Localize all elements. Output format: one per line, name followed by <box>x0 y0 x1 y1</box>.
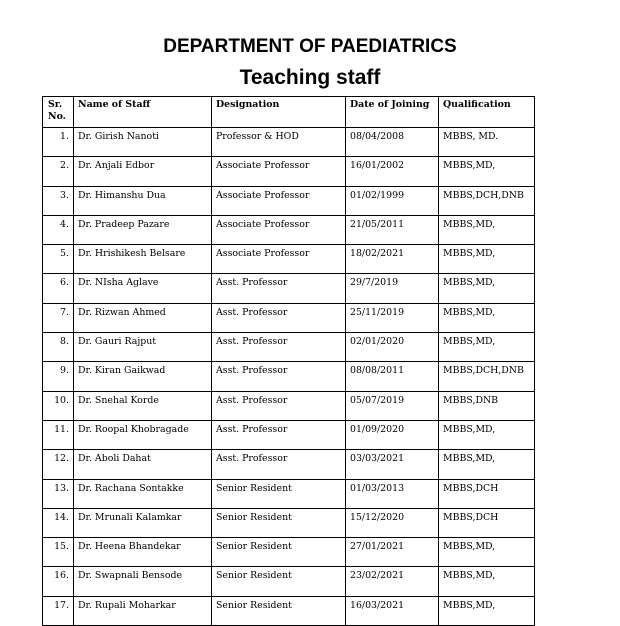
cell-staff-name: Dr. Himanshu Dua <box>74 186 212 215</box>
cell-date-of-joining: 16/01/2002 <box>346 157 439 186</box>
cell-designation: Senior Resident <box>212 479 346 508</box>
cell-sr-no: 3. <box>43 186 74 215</box>
cell-staff-name: Dr. Kiran Gaikwad <box>74 362 212 391</box>
cell-qualification: MBBS,MD, <box>439 420 535 449</box>
cell-staff-name: Dr. Pradeep Pazare <box>74 215 212 244</box>
cell-sr-no: 5. <box>43 245 74 274</box>
cell-sr-no: 16. <box>43 567 74 596</box>
cell-designation: Asst. Professor <box>212 362 346 391</box>
cell-qualification: MBBS,DCH <box>439 508 535 537</box>
cell-staff-name: Dr. Gauri Rajput <box>74 333 212 362</box>
cell-designation: Asst. Professor <box>212 450 346 479</box>
table-row <box>43 508 535 537</box>
table-row <box>43 157 535 186</box>
cell-sr-no: 10. <box>43 391 74 420</box>
cell-date-of-joining: 03/03/2021 <box>346 450 439 479</box>
table-row <box>43 245 535 274</box>
header-sr-line1: Sr. <box>48 99 63 110</box>
cell-qualification: MBBS,DNB <box>439 391 535 420</box>
cell-sr-no: 13. <box>43 479 74 508</box>
cell-date-of-joining: 08/04/2008 <box>346 128 439 157</box>
cell-date-of-joining: 08/08/2011 <box>346 362 439 391</box>
cell-designation: Senior Resident <box>212 538 346 567</box>
cell-designation: Associate Professor <box>212 215 346 244</box>
cell-date-of-joining: 18/02/2021 <box>346 245 439 274</box>
cell-sr-no: 6. <box>43 274 74 303</box>
cell-staff-name: Dr. Girish Nanoti <box>74 128 212 157</box>
cell-designation: Asst. Professor <box>212 391 346 420</box>
cell-date-of-joining: 16/03/2021 <box>346 596 439 625</box>
cell-staff-name: Dr. Anjali Edbor <box>74 157 212 186</box>
cell-qualification: MBBS,MD, <box>439 596 535 625</box>
cell-date-of-joining: 15/12/2020 <box>346 508 439 537</box>
cell-qualification: MBBS,MD, <box>439 215 535 244</box>
cell-sr-no: 1. <box>43 128 74 157</box>
cell-date-of-joining: 23/02/2021 <box>346 567 439 596</box>
header-sr-line2: No. <box>48 111 66 122</box>
header-qualification: Qualification <box>439 97 535 128</box>
cell-designation: Asst. Professor <box>212 333 346 362</box>
header-name: Name of Staff <box>74 97 212 128</box>
cell-designation: Professor & HOD <box>212 128 346 157</box>
cell-sr-no: 9. <box>43 362 74 391</box>
cell-sr-no: 14. <box>43 508 74 537</box>
cell-sr-no: 15. <box>43 538 74 567</box>
cell-designation: Senior Resident <box>212 508 346 537</box>
cell-staff-name: Dr. Aboli Dahat <box>74 450 212 479</box>
cell-sr-no: 8. <box>43 333 74 362</box>
cell-qualification: MBBS,MD, <box>439 450 535 479</box>
table-row <box>43 420 535 449</box>
header-designation: Designation <box>212 97 346 128</box>
cell-qualification: MBBS,MD, <box>439 157 535 186</box>
cell-qualification: MBBS,MD, <box>439 303 535 332</box>
cell-staff-name: Dr. Roopal Khobragade <box>74 420 212 449</box>
cell-qualification: MBBS,DCH,DNB <box>439 362 535 391</box>
cell-qualification: MBBS,DCH,DNB <box>439 186 535 215</box>
cell-designation: Associate Professor <box>212 245 346 274</box>
cell-staff-name: Dr. Hrishikesh Belsare <box>74 245 212 274</box>
cell-qualification: MBBS, MD. <box>439 128 535 157</box>
cell-sr-no: 12. <box>43 450 74 479</box>
cell-sr-no: 7. <box>43 303 74 332</box>
cell-date-of-joining: 01/02/1999 <box>346 186 439 215</box>
cell-sr-no: 11. <box>43 420 74 449</box>
cell-qualification: MBBS,MD, <box>439 538 535 567</box>
table-row <box>43 303 535 332</box>
cell-staff-name: Dr. Rizwan Ahmed <box>74 303 212 332</box>
cell-designation: Asst. Professor <box>212 274 346 303</box>
cell-designation: Associate Professor <box>212 157 346 186</box>
header-row <box>43 97 535 128</box>
cell-date-of-joining: 01/03/2013 <box>346 479 439 508</box>
table-row <box>43 538 535 567</box>
cell-staff-name: Dr. Mrunali Kalamkar <box>74 508 212 537</box>
cell-designation: Senior Resident <box>212 567 346 596</box>
cell-staff-name: Dr. NIsha Aglave <box>74 274 212 303</box>
table-row <box>43 450 535 479</box>
cell-designation: Asst. Professor <box>212 303 346 332</box>
cell-sr-no: 4. <box>43 215 74 244</box>
cell-date-of-joining: 05/07/2019 <box>346 391 439 420</box>
cell-qualification: MBBS,MD, <box>439 333 535 362</box>
cell-staff-name: Dr. Rupali Moharkar <box>74 596 212 625</box>
cell-date-of-joining: 29/7/2019 <box>346 274 439 303</box>
table-header <box>43 97 535 128</box>
cell-sr-no: 2. <box>43 157 74 186</box>
table-row <box>43 274 535 303</box>
table-row <box>43 186 535 215</box>
table-row <box>43 128 535 157</box>
cell-staff-name: Dr. Heena Bhandekar <box>74 538 212 567</box>
table-body <box>43 128 535 626</box>
cell-date-of-joining: 01/09/2020 <box>346 420 439 449</box>
header-date-of-joining: Date of Joining <box>346 97 439 128</box>
cell-qualification: MBBS,MD, <box>439 567 535 596</box>
table-row <box>43 479 535 508</box>
table-row <box>43 391 535 420</box>
staff-table <box>42 96 535 626</box>
table-row <box>43 596 535 625</box>
cell-date-of-joining: 27/01/2021 <box>346 538 439 567</box>
cell-staff-name: Dr. Swapnali Bensode <box>74 567 212 596</box>
cell-date-of-joining: 25/11/2019 <box>346 303 439 332</box>
page-title: DEPARTMENT OF PAEDIATRICS <box>163 36 457 57</box>
cell-designation: Asst. Professor <box>212 420 346 449</box>
cell-staff-name: Dr. Rachana Sontakke <box>74 479 212 508</box>
cell-date-of-joining: 21/05/2011 <box>346 215 439 244</box>
cell-designation: Senior Resident <box>212 596 346 625</box>
table-row <box>43 215 535 244</box>
cell-staff-name: Dr. Snehal Korde <box>74 391 212 420</box>
table-row <box>43 333 535 362</box>
cell-qualification: MBBS,MD, <box>439 274 535 303</box>
cell-sr-no: 17. <box>43 596 74 625</box>
cell-date-of-joining: 02/01/2020 <box>346 333 439 362</box>
cell-qualification: MBBS,MD, <box>439 245 535 274</box>
cell-designation: Associate Professor <box>212 186 346 215</box>
table-row <box>43 567 535 596</box>
header-sr-no <box>43 97 74 128</box>
cell-qualification: MBBS,DCH <box>439 479 535 508</box>
page-subtitle: Teaching staff <box>239 66 381 89</box>
table-row <box>43 362 535 391</box>
